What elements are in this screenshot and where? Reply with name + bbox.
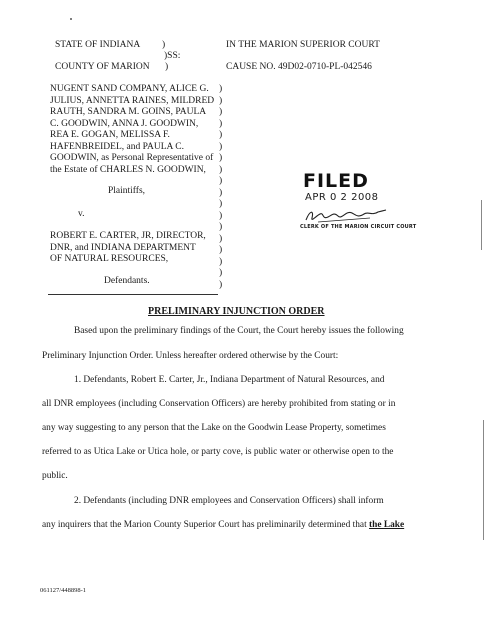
para1-line: any way suggesting to any person that the Lake on the Goodwin Lease Property, sometimes <box>42 423 386 433</box>
county-label: COUNTY OF MARION <box>55 62 150 72</box>
court-label: IN THE MARION SUPERIOR COURT <box>226 40 380 50</box>
filed-date: APR 0 2 2008 <box>305 192 379 203</box>
para1-line: public. <box>42 471 68 481</box>
versus-label: v. <box>78 209 85 219</box>
scan-edge-mark <box>483 420 484 540</box>
state-label: STATE OF INDIANA <box>55 40 141 50</box>
scan-edge-mark <box>481 200 482 250</box>
plaintiff-names <box>50 84 214 176</box>
document-id: 061127/448898-1 <box>40 587 86 594</box>
filed-stamp: FILED <box>303 170 369 192</box>
caption-paren: ) <box>165 62 169 72</box>
ss-text: SS: <box>167 51 181 61</box>
para2-line <box>42 520 404 530</box>
defendant-line: DNR, and INDIANA DEPARTMENT <box>50 242 196 253</box>
plaintiff-line: JULIUS, ANNETTA RAINES, MILDRED <box>50 95 215 106</box>
plaintiff-line: REA E. GOGAN, MELISSA F. <box>50 130 170 140</box>
paren-column: ) ) ) ) ) ) ) ) ) ) ) ) ) ) ) ) ) ) <box>219 84 223 290</box>
plaintiff-line: HAFENBREIDEL, and PAULA C. <box>50 141 184 152</box>
defendants-label: Defendants. <box>104 276 150 286</box>
defendant-line: ROBERT E. CARTER, JR, DIRECTOR, <box>50 231 206 241</box>
plaintiff-line: C. GOODWIN, ANNA J. GOODWIN, <box>50 118 199 129</box>
plaintiff-line: GOODWIN, as Personal Representative of <box>50 153 214 163</box>
order-heading: PRELIMINARY INJUNCTION ORDER <box>148 306 325 317</box>
clerk-line: CLERK OF THE MARION CIRCUIT COURT <box>300 224 417 230</box>
plaintiff-line: the Estate of CHARLES N. GOODWIN, <box>50 164 206 175</box>
intro-line: Preliminary Injunction Order. Unless hereafter ordered otherwise by the Court: <box>42 351 339 361</box>
clerk-signature <box>300 206 390 226</box>
caption-paren: ) <box>162 40 166 50</box>
para1-line: all DNR employees (including Conservation Officers) are hereby prohibited from stating or in <box>42 399 396 409</box>
caption-rule <box>48 294 218 295</box>
defendant-line: OF NATURAL RESOURCES, <box>50 254 169 264</box>
para2-line: 2. Defendants (including DNR employees and Conservation Officers) shall inform <box>74 496 384 506</box>
defendant-names <box>50 231 206 266</box>
para2-text: any inquirers that the Marion County Superior Court has preliminarily determined that <box>42 520 367 530</box>
plaintiff-line: RAUTH, SANDRA M. GOINS, PAULA <box>50 107 207 117</box>
plaintiffs-label: Plaintiffs, <box>108 186 146 196</box>
intro-line: Based upon the preliminary findings of the Court, the Court hereby issues the following <box>74 326 404 336</box>
ss-label: )SS: <box>164 51 181 61</box>
para1-line: 1. Defendants, Robert E. Carter, Jr., Indiana Department of Natural Resources, and <box>74 375 385 385</box>
the-lake-emphasis: the Lake <box>369 520 405 530</box>
speck <box>70 18 72 20</box>
para1-line: referred to as Utica Lake or Utica hole, or party cove, is public water or otherwise open to the <box>42 447 394 457</box>
cause-number: CAUSE NO. 49D02-0710-PL-042546 <box>226 62 372 72</box>
plaintiff-line: NUGENT SAND COMPANY, ALICE G. <box>50 84 209 94</box>
